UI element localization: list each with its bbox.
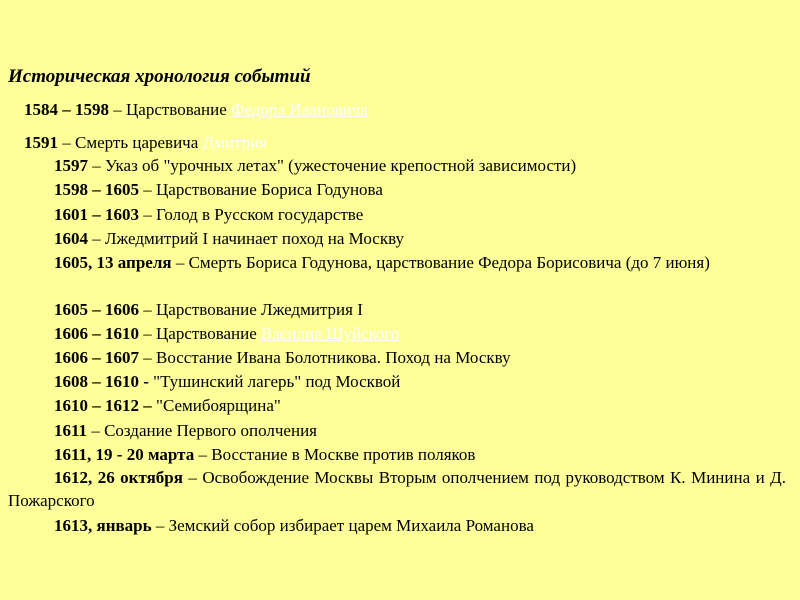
event-item: [54, 370, 400, 393]
event-separator: –: [171, 253, 189, 272]
event-date: 1606 – 1607: [54, 348, 139, 367]
event-item: [54, 443, 475, 466]
event-text: Царствование: [126, 100, 232, 119]
event-text: Царствование Лжедмитрия I: [156, 300, 363, 319]
event-separator: –: [87, 421, 105, 440]
event-text: "Тушинский лагерь" под Москвой: [153, 372, 401, 391]
event-text: Царствование: [156, 324, 262, 343]
event-item: [8, 466, 786, 512]
link-vasily-shuisky[interactable]: Василия Шуйского: [261, 324, 400, 343]
event-text: "Семибоярщина": [156, 396, 281, 415]
event-item: [54, 298, 363, 321]
event-date: 1598 – 1605: [54, 180, 139, 199]
event-item: [24, 98, 368, 121]
event-text: Царствование Бориса Годунова: [156, 180, 383, 199]
event-separator: –: [139, 180, 156, 199]
event-separator: –: [139, 300, 156, 319]
event-text: Восстание в Москве против поляков: [211, 445, 476, 464]
event-item: [8, 251, 786, 274]
event-item: [54, 227, 404, 250]
event-text: Восстание Ивана Болотникова. Поход на Москву: [156, 348, 511, 367]
event-date: 1605, 13 апреля: [54, 253, 172, 272]
event-item: [54, 178, 383, 201]
event-text: Смерть царевича: [75, 133, 203, 152]
event-separator: –: [139, 205, 156, 224]
event-text: Голод в Русском государстве: [156, 205, 364, 224]
event-separator: –: [58, 133, 75, 152]
event-date: 1611: [54, 421, 88, 440]
link-fedor-ivanovich[interactable]: Федора Ивановича: [231, 100, 368, 119]
event-separator: –: [182, 468, 203, 487]
event-date: 1610 – 1612 –: [54, 396, 152, 415]
event-date: 1601 – 1603: [54, 205, 139, 224]
page-title: Историческая хронология событий: [8, 66, 311, 87]
event-date: 1591: [24, 133, 58, 152]
event-text: Создание Первого ополчения: [104, 421, 317, 440]
event-item: [54, 154, 576, 177]
event-item: [54, 346, 511, 369]
event-date: 1584 – 1598: [24, 100, 109, 119]
event-item: [54, 203, 363, 226]
event-separator: –: [109, 100, 126, 119]
event-date: 1606 – 1610: [54, 324, 139, 343]
event-date: 1597: [54, 156, 88, 175]
event-text: Лжедмитрий I начинает поход на Москву: [105, 229, 405, 248]
event-date: 1608 – 1610 -: [54, 372, 149, 391]
link-dmitry[interactable]: Дмитрия: [202, 133, 268, 152]
event-separator: –: [88, 156, 105, 175]
event-text: Земский собор избирает царем Михаила Романова: [168, 516, 534, 535]
event-item: [24, 131, 267, 154]
event-item: [54, 419, 317, 442]
event-date: 1605 – 1606: [54, 300, 139, 319]
event-item: [54, 514, 534, 537]
event-date: 1612, 26 октября: [54, 468, 183, 487]
event-text: Освобождение Москвы Вторым ополчением под руководством К. Минина и Д. Пожарского: [8, 468, 786, 510]
event-separator: –: [139, 348, 156, 367]
event-date: 1613, январь: [54, 516, 152, 535]
event-date: 1604: [54, 229, 88, 248]
event-separator: –: [151, 516, 169, 535]
event-item: [54, 394, 281, 417]
event-date: 1611, 19 - 20 марта: [54, 445, 195, 464]
event-text: Смерть Бориса Годунова, царствование Федора Борисовича (до 7 июня): [188, 253, 710, 272]
event-text: Указ об "урочных летах" (ужесточение крепостной зависимости): [105, 156, 577, 175]
event-separator: –: [194, 445, 212, 464]
event-item: [54, 322, 399, 345]
event-separator: –: [139, 324, 156, 343]
event-separator: –: [88, 229, 105, 248]
